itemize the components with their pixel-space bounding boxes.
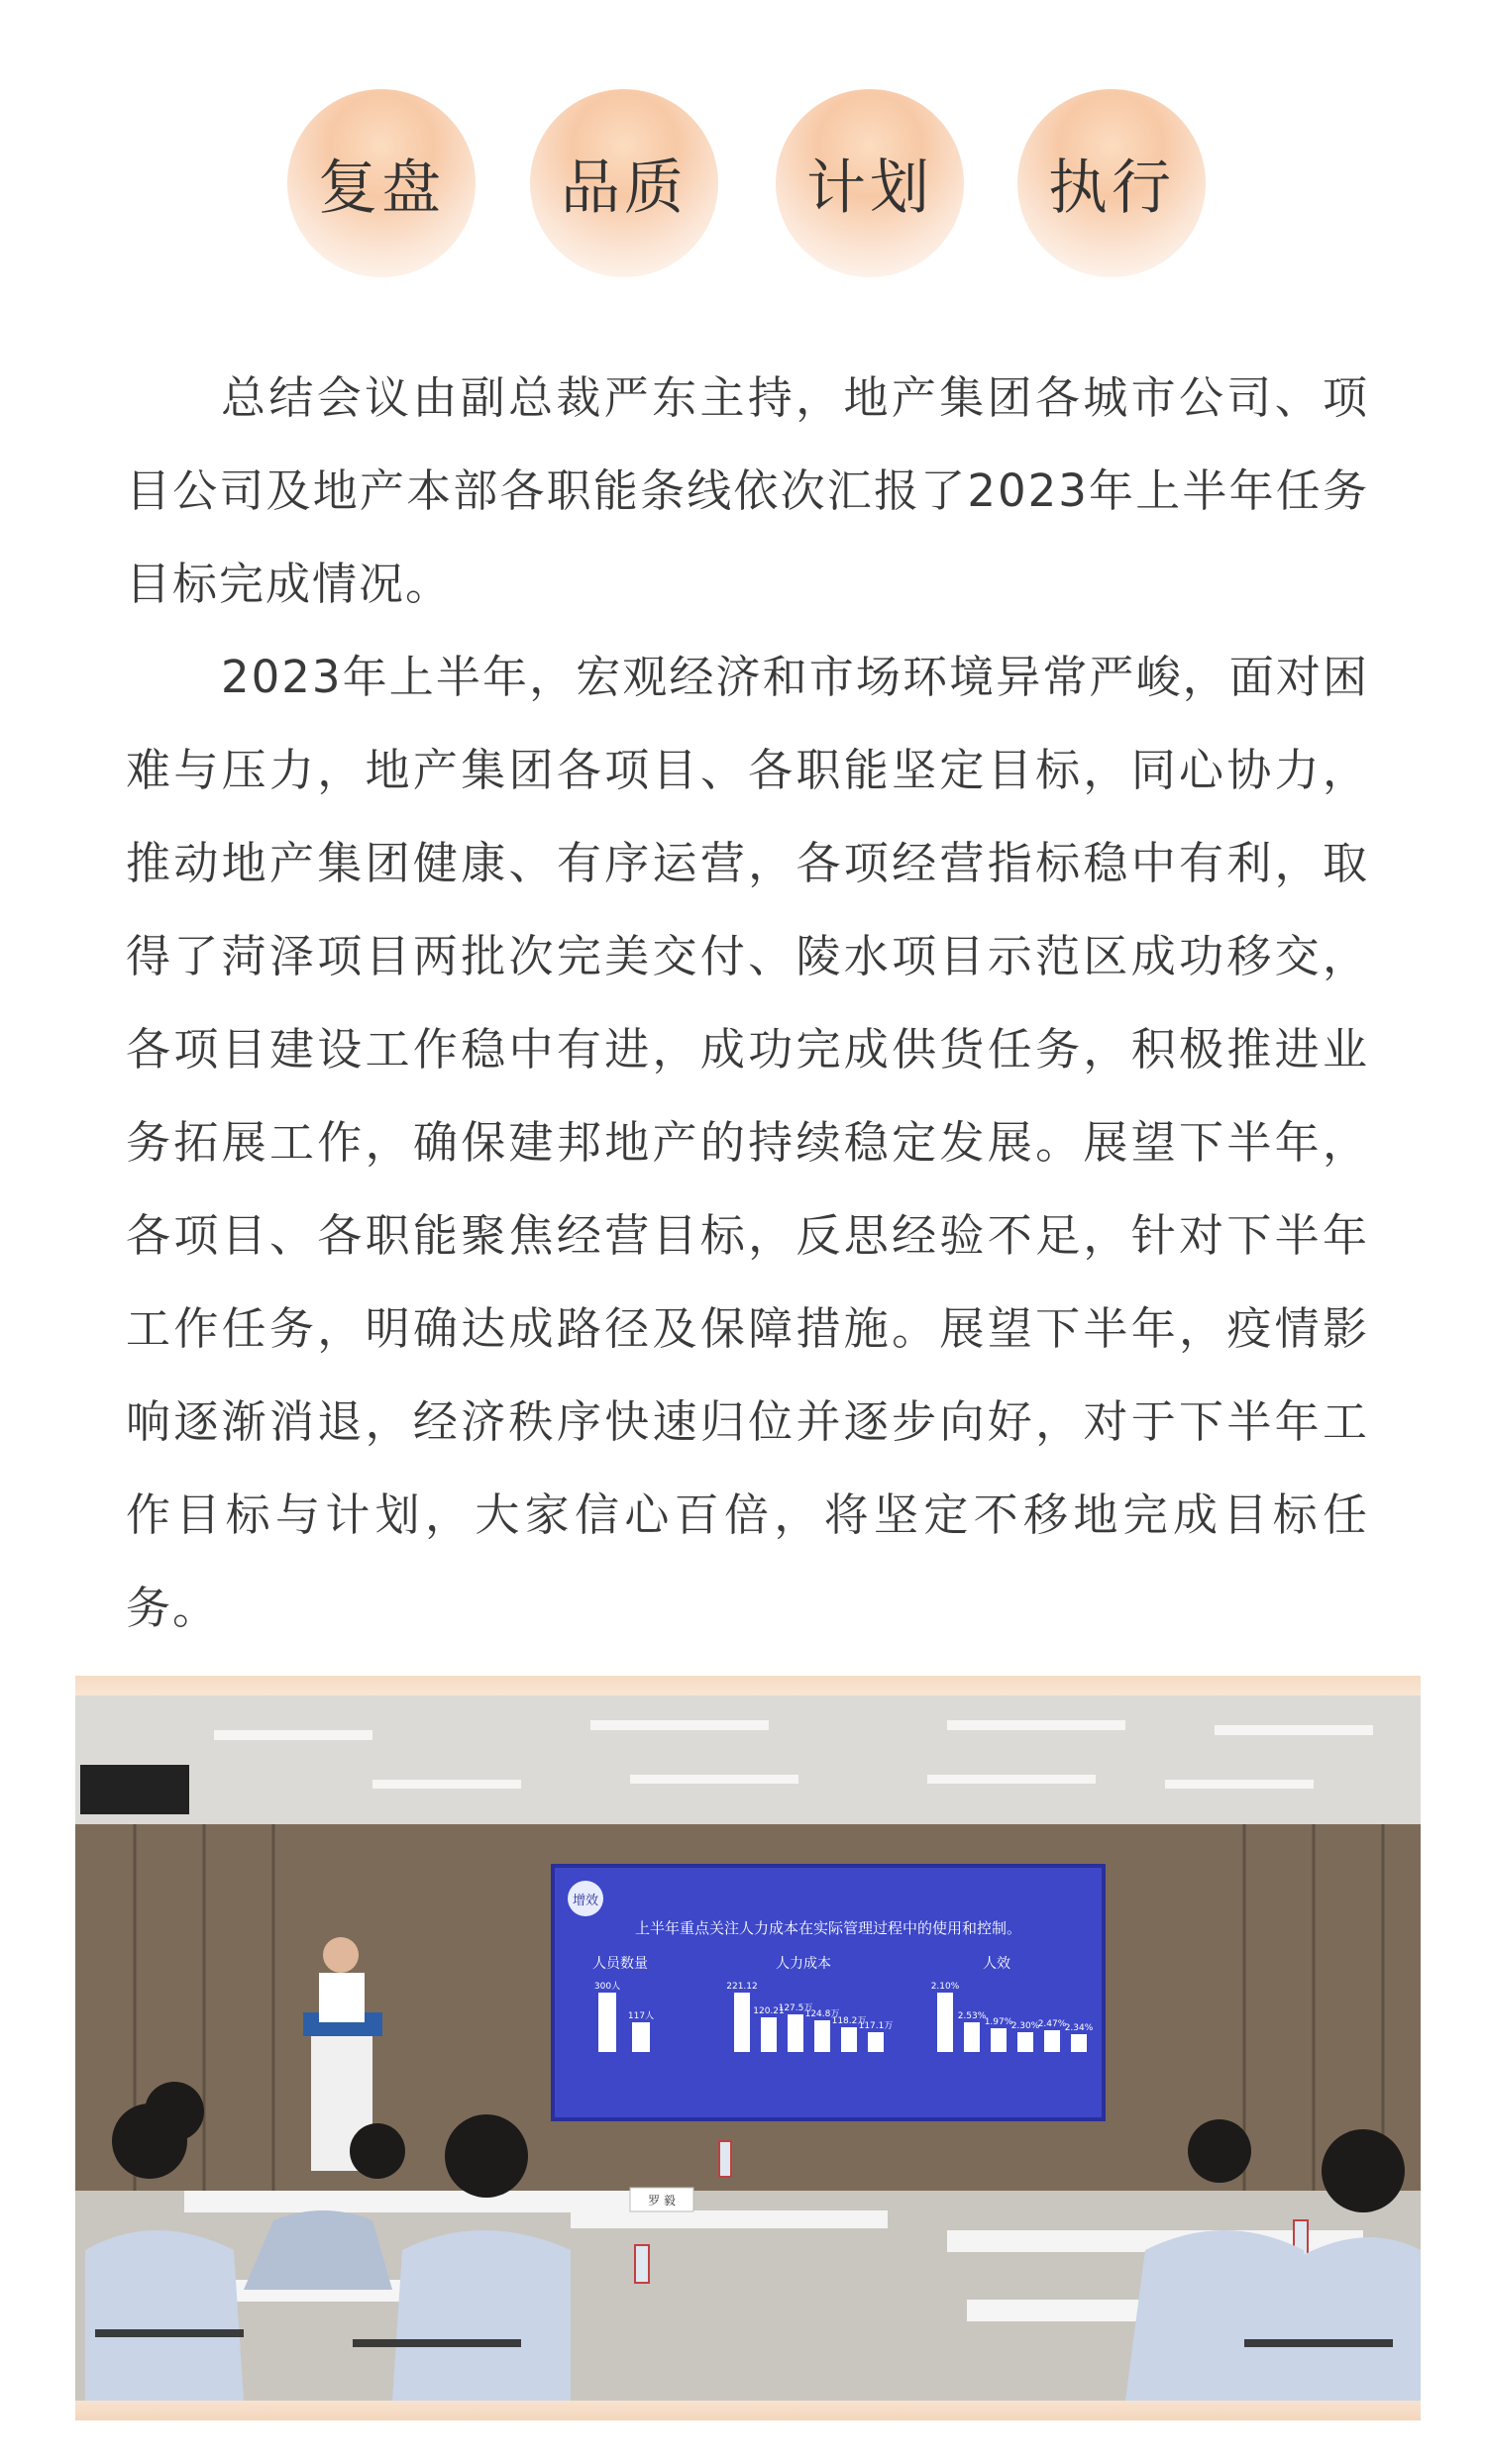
- screen-value: 2.53%: [957, 2011, 987, 2021]
- screen-value: 2.30%: [1010, 2021, 1040, 2031]
- keyword-badge: [776, 89, 964, 277]
- article-body: [126, 352, 1369, 1655]
- meeting-photo: [75, 1695, 1421, 2401]
- keyword-badge: [530, 89, 718, 277]
- keyword-label: 计划: [806, 154, 933, 223]
- keyword-badge: [1017, 89, 1206, 277]
- keyword-label: 复盘: [318, 154, 445, 223]
- screen-value: 2.47%: [1037, 2019, 1067, 2029]
- keyword-badges: [0, 89, 1486, 277]
- screen-value: 127.5万: [778, 2003, 813, 2013]
- keyword-label: 品质: [561, 154, 688, 223]
- screen-badge-text: 增效: [572, 1894, 599, 1908]
- screen-value: 117.1万: [858, 2021, 894, 2031]
- screen-section-labor-cost: 人力成本: [776, 1956, 831, 1972]
- screen-value: 118.2万: [831, 2016, 867, 2026]
- screen-title-text: 上半年重点关注人力成本在实际管理过程中的使用和控制。: [634, 1919, 1022, 1937]
- screen-section-headcount: 人员数量: [592, 1956, 648, 1972]
- screen-value: 2.34%: [1064, 2023, 1094, 2033]
- keyword-label: 执行: [1048, 154, 1175, 223]
- screen-value: 124.8万: [804, 2009, 840, 2019]
- screen-value: 300人: [593, 1982, 621, 1992]
- paragraph-half-year-review: 2023年上半年，宏观经济和市场环境异常严峻，面对困难与压力，地产集团各项目、各职能坚定目标，同心协力，推动地产集团健康、有序运营，各项经营指标稳中有利，取得了菏泽项目两批次完美交付、陵水项目示范区成功移交，各项目建设工作稳中有进，成功完成供货任务，积极推进业务拓展工作，确保建邦地产的持续稳定发展。展望下半年，各项目、各职能聚焦经营目标，反思经验不足，针对下半年工作任务，明确达成路径及保障措施。展望下半年，疫情影响逐渐消退，经济秩序快速归位并逐步向好，对于下半年工作目标与计划，大家信心百倍，将坚定不移地完成目标任务。: [126, 651, 1369, 1634]
- screen-value: 120.21: [753, 2006, 785, 2016]
- paragraph-meeting-summary: 总结会议由副总裁严东主持，地产集团各城市公司、项目公司及地产本部各职能条线依次汇报了2023年上半年任务目标完成情况。: [126, 371, 1369, 610]
- screen-value: 2.10%: [930, 1982, 960, 1992]
- name-card: 罗 毅: [648, 2194, 676, 2207]
- screen-value: 221.12: [726, 1982, 758, 1992]
- keyword-badge: [287, 89, 476, 277]
- meeting-scene: [75, 1695, 1421, 2401]
- screen-section-efficiency: 人效: [983, 1956, 1010, 1972]
- screen-value: 1.97%: [984, 2017, 1013, 2027]
- photo-frame: [75, 1676, 1421, 2420]
- screen-value: 117人: [627, 2011, 655, 2021]
